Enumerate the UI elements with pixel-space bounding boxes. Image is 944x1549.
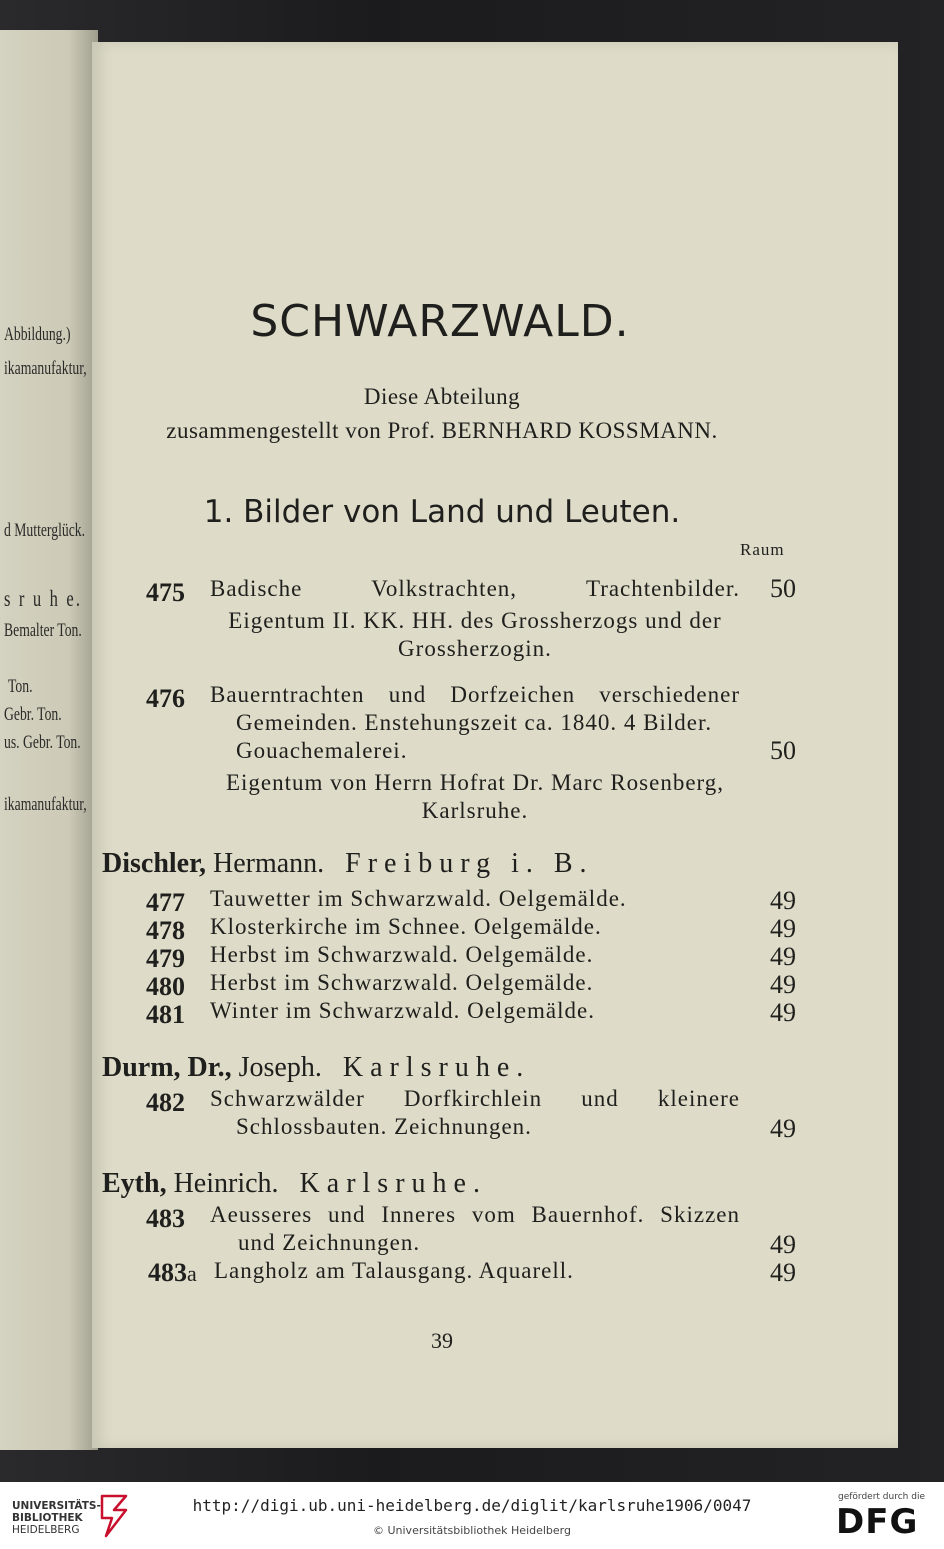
catalog-number (148, 1258, 210, 1288)
artist-place: Karlsruhe. (299, 1168, 487, 1199)
artist-given-name: Joseph. (238, 1052, 322, 1083)
entry-text: Schlossbauten. Zeichnungen. (236, 1114, 532, 1139)
subtitle-line: zusammengestellt von Prof. BERNHARD KOSSMANN. (166, 418, 718, 443)
entry-text: Tauwetter im Schwarzwald. Oelgemälde. (210, 886, 627, 911)
catalog-number-digits: 483 (148, 1258, 187, 1287)
room-number: 49 (770, 1114, 796, 1143)
room-number: 49 (770, 1230, 796, 1259)
catalog-number: 483 (146, 1204, 185, 1233)
copyright-notice: © Universitätsbibliothek Heidelberg (372, 1524, 571, 1537)
margin-fragment: Gebr. Ton. (4, 704, 62, 725)
artist-surname: Durm, Dr., (102, 1052, 232, 1083)
library-name-line: HEIDELBERG (12, 1524, 80, 1536)
room-number: 49 (770, 886, 796, 915)
entry-text: Herbst im Schwarzwald. Oelgemälde. (210, 942, 594, 967)
section-heading: 1. Bilder von Land und Leuten. (203, 494, 681, 530)
room-number: 49 (770, 1258, 796, 1287)
entry-text: Herbst im Schwarzwald. Oelgemälde. (210, 970, 594, 995)
owner-line: Eigentum von Herrn Hofrat Dr. Marc Rosenberg, (225, 770, 725, 795)
margin-fragment: us. Gebr. Ton. (4, 732, 81, 753)
dfg-logo[interactable]: DFG (836, 1502, 919, 1542)
artist-given-name: Hermann. (212, 848, 325, 879)
artist-heading (102, 848, 594, 880)
margin-fragment: Bemalter Ton. (4, 620, 82, 641)
room-number: 50 (770, 736, 796, 765)
room-number: 49 (770, 970, 796, 999)
catalog-number: 477 (146, 888, 185, 917)
room-number: 49 (770, 942, 796, 971)
catalog-number-suffix: a (187, 1261, 197, 1286)
funding-note: gefördert durch die (838, 1492, 925, 1502)
artist-given-name: Heinrich. (173, 1168, 279, 1199)
entry-text: Gemeinden. Enstehungszeit ca. 1840. 4 Bilder. (236, 710, 713, 735)
entry-text: Winter im Schwarzwald. Oelgemälde. (210, 998, 595, 1023)
artist-heading (102, 1052, 530, 1084)
entry-text: Aeusseres und Inneres vom Bauernhof. Skizzen (210, 1202, 740, 1227)
entry-text: Klosterkirche im Schnee. Oelgemälde. (210, 914, 602, 939)
margin-fragment: Abbildung.) (4, 324, 71, 345)
subtitle-line: Diese Abteilung (363, 384, 521, 409)
margin-fragment: s r u h e. (4, 586, 83, 611)
entry-text: Schwarzwälder Dorfkirchlein und kleinere (210, 1086, 740, 1111)
artist-surname: Dischler, (102, 848, 206, 879)
entry-text: Gouachemalerei. (236, 738, 408, 763)
room-number: 49 (770, 914, 796, 943)
artist-place: Karlsruhe. (342, 1052, 531, 1083)
catalog-number: 482 (146, 1088, 185, 1117)
artist-place: Freiburg i. B. (345, 848, 594, 879)
entry-text: und Zeichnungen. (238, 1230, 421, 1255)
entry-text: Langholz am Talausgang. Aquarell. (214, 1258, 574, 1283)
viewer-footer (0, 1482, 944, 1549)
owner-line: Grossherzogin. (398, 636, 552, 661)
permalink-url[interactable]: http://digi.ub.uni-heidelberg.de/diglit/karlsruhe1906/0047 (192, 1496, 752, 1515)
margin-fragment: ikamanufaktur, (4, 794, 87, 815)
catalog-number: 480 (146, 972, 185, 1001)
catalog-number: 478 (146, 916, 185, 945)
facing-page-edge (0, 30, 98, 1450)
page-title: SCHWARZWALD. (250, 296, 630, 347)
library-name-line: BIBLIOTHEK (12, 1512, 83, 1524)
margin-fragment: d Mutterglück. (4, 520, 86, 541)
artist-heading (102, 1168, 487, 1200)
catalog-number: 476 (146, 684, 185, 713)
catalog-number: 475 (146, 578, 185, 607)
entry-text: Bauerntrachten und Dorfzeichen verschiedener (210, 682, 740, 707)
page-number: 39 (431, 1328, 453, 1353)
room-number: 50 (770, 574, 796, 603)
margin-fragment: Ton. (8, 676, 33, 697)
library-name-line: UNIVERSITÄTS- (12, 1500, 101, 1512)
room-number: 49 (770, 998, 796, 1027)
owner-line: Eigentum II. KK. HH. des Grossherzogs und der (228, 608, 722, 633)
catalog-number: 479 (146, 944, 185, 973)
margin-fragment: ikamanufaktur, (4, 358, 87, 379)
catalog-number: 481 (146, 1000, 185, 1029)
room-column-label: Raum (740, 540, 785, 559)
owner-line: Karlsruhe. (421, 798, 529, 823)
artist-surname: Eyth, (102, 1168, 167, 1199)
entry-text: Badische Volkstrachten, Trachtenbilder. (210, 576, 740, 601)
